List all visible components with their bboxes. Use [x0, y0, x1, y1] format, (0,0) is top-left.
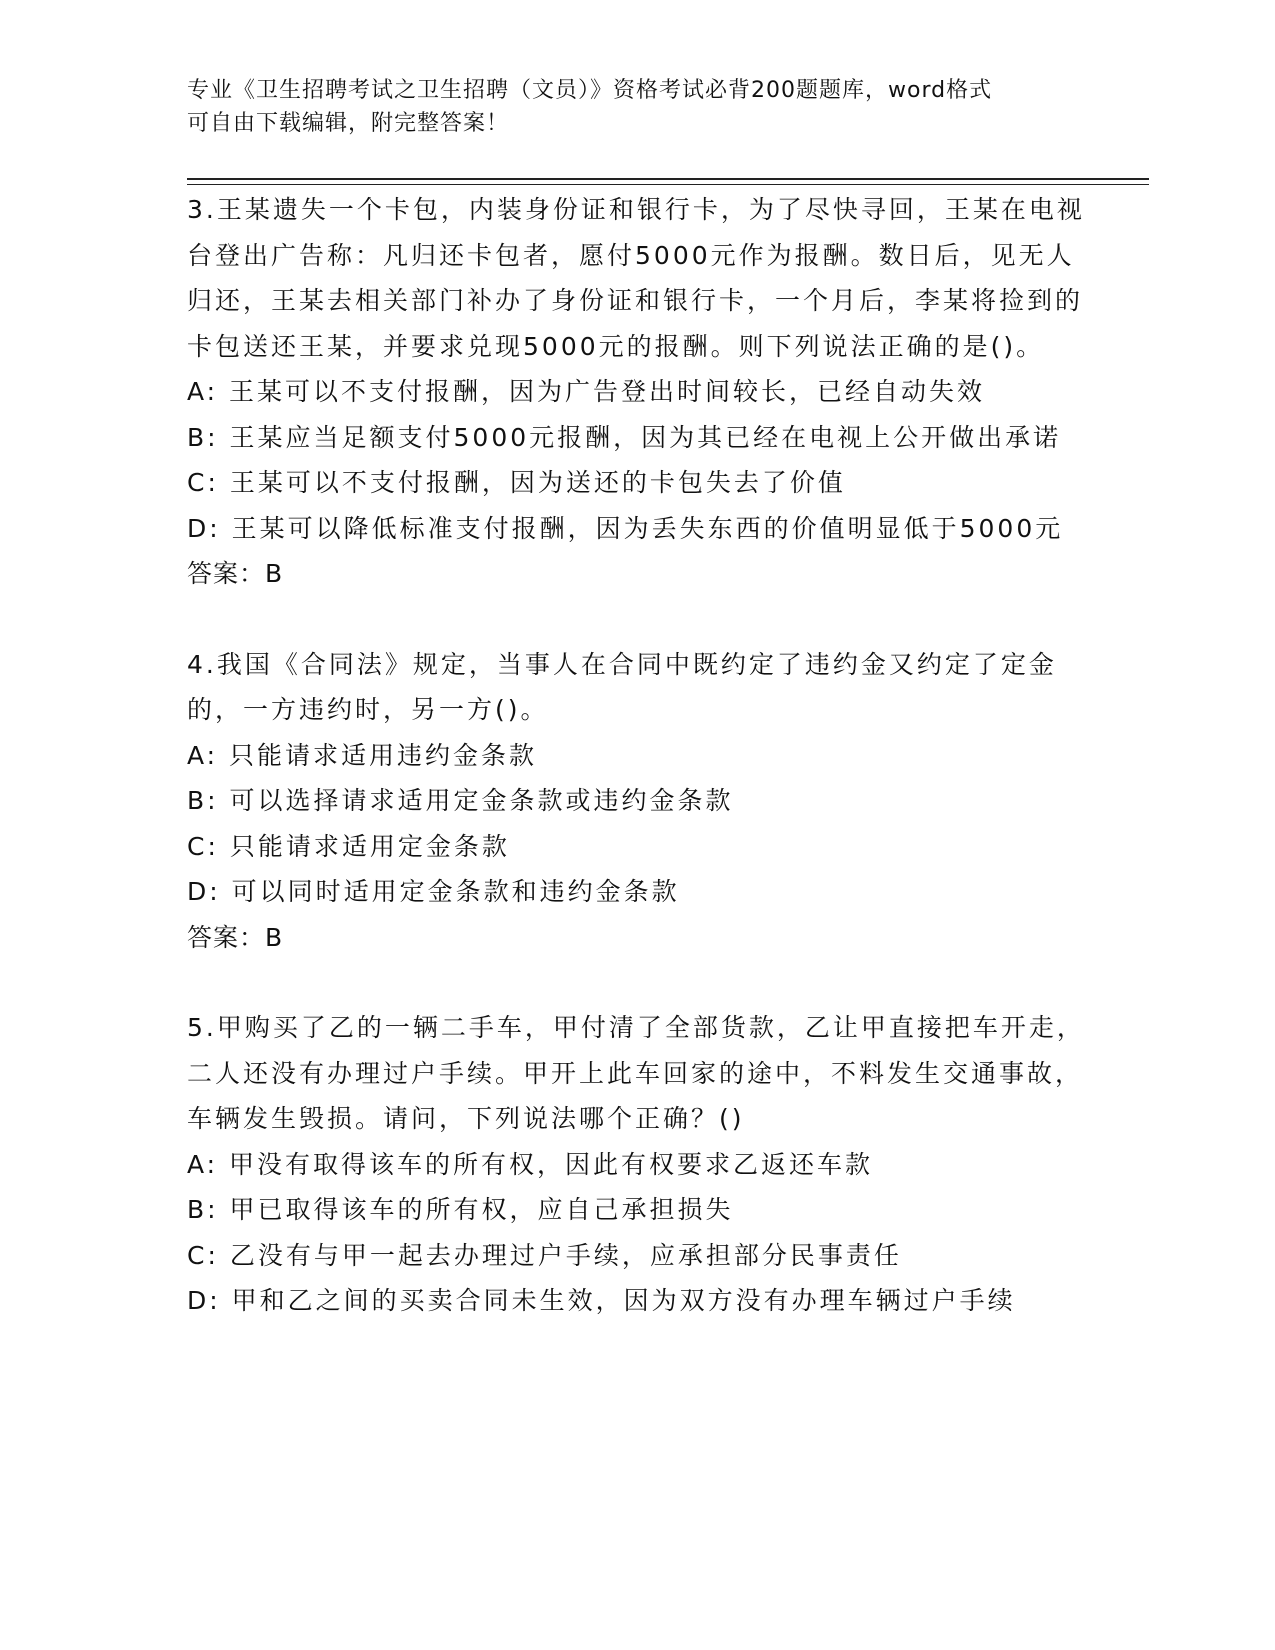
question-list	[187, 187, 1087, 1369]
header-line-2: 可自由下载编辑，附完整答案！	[187, 111, 510, 136]
option-c: C: 王某可以不支付报酬，因为送还的卡包失去了价值	[187, 468, 846, 497]
option-d: D: 甲和乙之间的买卖合同未生效，因为双方没有办理车辆过户手续	[187, 1286, 1016, 1315]
header-divider-thin	[187, 184, 1149, 185]
question-text: 5.甲购买了乙的一辆二手车，甲付清了全部货款，乙让甲直接把车开走，二人还没有办理过户手续。甲开上此车回家的途中，不料发生交通事故，车辆发生毁损。请问，下列说法哪个正确？()	[187, 1013, 1085, 1133]
question-text: 4.我国《合同法》规定，当事人在合同中既约定了违约金又约定了定金的，一方违约时，另一方()。	[187, 649, 1057, 724]
page-header	[187, 74, 1087, 140]
option-b: B: 王某应当足额支付5000元报酬，因为其已经在电视上公开做出承诺	[187, 422, 1062, 452]
option-d: D: 王某可以降低标准支付报酬，因为丢失东西的价值明显低于5000元	[187, 513, 1064, 543]
answer: 答案：B	[187, 559, 284, 588]
option-c: C: 乙没有与甲一起去办理过户手续，应承担部分民事责任	[187, 1240, 902, 1270]
option-c: C: 只能请求适用定金条款	[187, 831, 510, 861]
option-d: D: 可以同时适用定金条款和违约金条款	[187, 877, 680, 906]
header-line-1: 专业《卫生招聘考试之卫生招聘（文员）》资格考试必背200题题库，word格式	[187, 78, 993, 103]
option-a: A: 甲没有取得该车的所有权，因此有权要求乙返还车款	[187, 1149, 874, 1179]
question-4	[187, 642, 1087, 961]
option-a: A: 只能请求适用违约金条款	[187, 740, 538, 770]
question-text: 3.王某遗失一个卡包，内装身份证和银行卡，为了尽快寻回，王某在电视台登出广告称：凡归还卡包者，愿付5000元作为报酬。数日后，见无人归还，王某去相关部门补办了身份证和银行卡，一个月后，李某将捡到的卡包送还王某，并要求兑现5000元的报酬。则下列说法正确的是()。	[187, 195, 1085, 361]
option-b: B: 甲已取得该车的所有权，应自己承担损失	[187, 1195, 734, 1224]
option-b: B: 可以选择请求适用定金条款或违约金条款	[187, 786, 734, 815]
answer: 答案：B	[187, 922, 284, 952]
header-divider-thick	[187, 178, 1149, 180]
option-a: A: 王某可以不支付报酬，因为广告登出时间较长，已经自动失效	[187, 377, 986, 406]
question-3	[187, 187, 1087, 597]
question-5	[187, 1005, 1087, 1324]
